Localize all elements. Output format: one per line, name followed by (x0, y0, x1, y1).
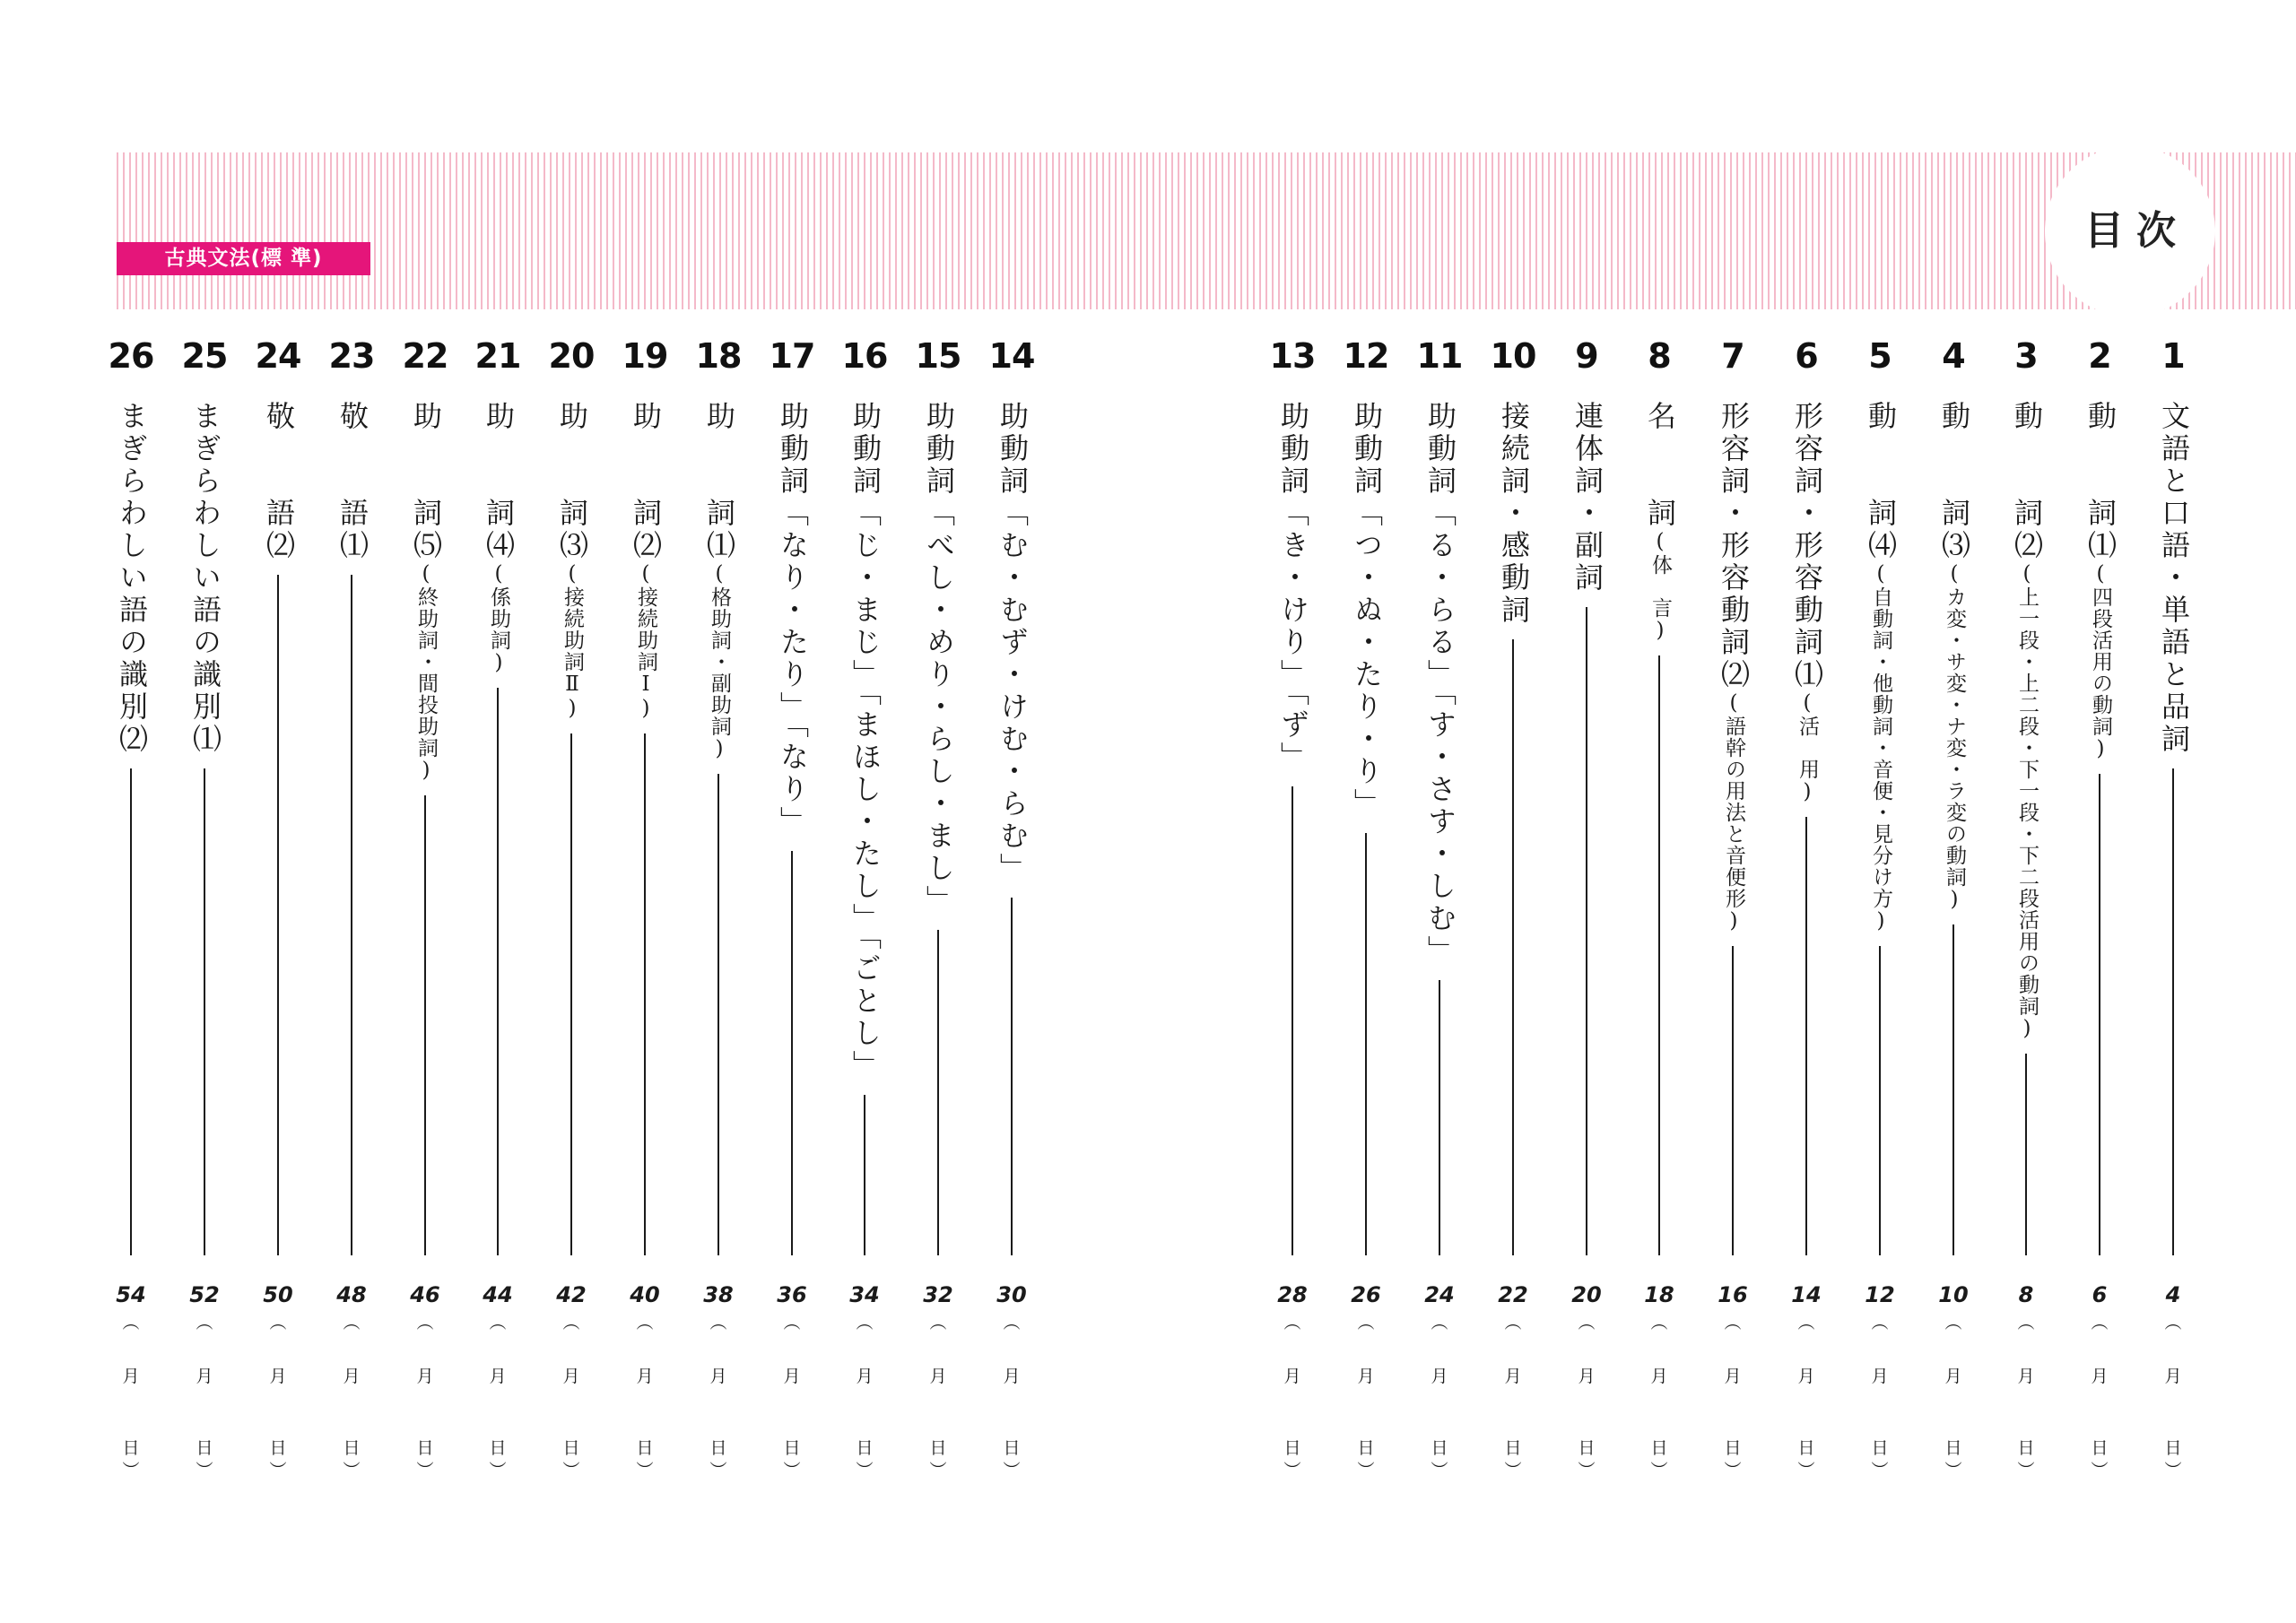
date-month-label: 月 (416, 1367, 434, 1386)
date-day-label: 日 (1504, 1438, 1522, 1458)
entry-number: 5 (1868, 336, 1892, 376)
toc-entry[interactable] (2146, 336, 2200, 1502)
date-paren-close: ︶ (2164, 1461, 2182, 1480)
date-paren-open: ︵ (1578, 1313, 1596, 1332)
toc-entry[interactable] (838, 336, 891, 1502)
page-number: 26 (1351, 1282, 1381, 1307)
date-month-label: 月 (1724, 1367, 1742, 1386)
entry-title: 助 詞⑴ (702, 401, 736, 562)
leader-line (644, 733, 646, 1255)
date-paren-open: ︵ (709, 1313, 727, 1332)
toc-entry[interactable] (1413, 336, 1466, 1502)
entry-title-block (190, 401, 221, 756)
entry-number: 13 (1269, 336, 1316, 376)
page-number: 50 (263, 1282, 293, 1307)
page-number: 10 (1938, 1282, 1969, 1307)
date-month-label: 月 (636, 1367, 654, 1386)
entry-title: 助動詞「る・らる」「す・さす・しむ」 (1423, 401, 1457, 968)
date-month-label: 月 (783, 1367, 801, 1386)
date-month-label: 月 (1650, 1367, 1668, 1386)
entry-subtitle: (接続助詞Ⅱ) (561, 562, 584, 721)
date-month-label: 月 (1871, 1367, 1889, 1386)
entry-title-block (557, 401, 587, 721)
date-paren-close: ︶ (856, 1461, 874, 1480)
date-paren-open: ︵ (489, 1313, 507, 1332)
page-number: 8 (2018, 1282, 2034, 1307)
date-day-label: 日 (1724, 1438, 1742, 1458)
page-number: 28 (1277, 1282, 1308, 1307)
entry-title-block (631, 401, 661, 721)
leader-line (130, 768, 132, 1255)
date-paren-open: ︵ (562, 1313, 580, 1332)
header-striped-band (117, 152, 2296, 309)
date-paren-open: ︵ (2017, 1313, 2035, 1332)
date-day-label: 日 (416, 1438, 434, 1458)
date-paren-close: ︶ (1944, 1461, 1962, 1480)
entry-title: 動 詞⑷ (1864, 401, 1898, 562)
entry-title: 文語と口語・単語と品詞 (2157, 401, 2191, 756)
page-number: 14 (1791, 1282, 1822, 1307)
toc-entry[interactable] (985, 336, 1039, 1502)
entry-subtitle: (接続助詞Ⅰ) (634, 562, 657, 721)
date-day-label: 日 (1357, 1438, 1375, 1458)
entry-title: まぎらわしい語の識別⑴ (188, 401, 222, 756)
leader-line (277, 575, 279, 1255)
toc-entry[interactable] (1999, 336, 2053, 1502)
page-number: 36 (777, 1282, 807, 1307)
page-number: 20 (1571, 1282, 1602, 1307)
leader-line (351, 575, 352, 1255)
page-number: 52 (189, 1282, 220, 1307)
date-paren-open: ︵ (2091, 1313, 2109, 1332)
date-paren-close: ︶ (929, 1461, 947, 1480)
date-paren-close: ︶ (709, 1461, 727, 1480)
page-title: 目次 (2084, 208, 2188, 254)
date-day-label: 日 (562, 1438, 580, 1458)
date-paren-close: ︶ (489, 1461, 507, 1480)
date-month-label: 月 (196, 1367, 213, 1386)
date-paren-open: ︵ (636, 1313, 654, 1332)
entry-title-block (1352, 401, 1382, 820)
entry-title: 助動詞「き・けり」「ず」 (1276, 401, 1310, 774)
entry-number: 11 (1416, 336, 1463, 376)
entry-subtitle: (自動詞・他動詞・音便・見分け方) (1869, 562, 1892, 933)
toc-entry[interactable] (1486, 336, 1540, 1502)
date-month-label: 月 (1283, 1367, 1301, 1386)
page-number: 32 (923, 1282, 953, 1307)
entry-title: 敬 語⑵ (262, 401, 296, 562)
date-month-label: 月 (1504, 1367, 1522, 1386)
entry-number: 26 (108, 336, 154, 376)
leader-line (1586, 607, 1587, 1255)
date-day-label: 日 (1578, 1438, 1596, 1458)
toc-entry[interactable] (251, 336, 305, 1502)
date-paren-open: ︵ (343, 1313, 361, 1332)
date-paren-open: ︵ (929, 1313, 947, 1332)
leader-line (497, 688, 499, 1255)
leader-line (2099, 774, 2100, 1255)
date-paren-open: ︵ (1003, 1313, 1021, 1332)
date-paren-open: ︵ (1944, 1313, 1962, 1332)
date-day-label: 日 (489, 1438, 507, 1458)
page-number: 40 (630, 1282, 660, 1307)
entry-title: 助動詞「なり・たり」「なり」 (776, 401, 810, 838)
date-paren-close: ︶ (1357, 1461, 1375, 1480)
entry-title-block (778, 401, 808, 838)
entry-title-block (1792, 401, 1822, 804)
date-paren-close: ︶ (1003, 1461, 1021, 1480)
toc-entry[interactable] (471, 336, 525, 1502)
toc-entry[interactable] (1853, 336, 1907, 1502)
date-paren-close: ︶ (1797, 1461, 1815, 1480)
date-day-label: 日 (1650, 1438, 1668, 1458)
page-number: 42 (556, 1282, 587, 1307)
entry-number: 8 (1648, 336, 1671, 376)
date-paren-close: ︶ (416, 1461, 434, 1480)
date-paren-close: ︶ (562, 1461, 580, 1480)
date-day-label: 日 (122, 1438, 140, 1458)
date-month-label: 月 (1431, 1367, 1448, 1386)
date-month-label: 月 (709, 1367, 727, 1386)
date-day-label: 日 (196, 1438, 213, 1458)
date-day-label: 日 (1797, 1438, 1815, 1458)
entry-number: 15 (915, 336, 961, 376)
entry-number: 9 (1575, 336, 1598, 376)
toc-entry[interactable] (398, 336, 452, 1502)
leader-line (937, 930, 939, 1255)
page-number: 12 (1865, 1282, 1895, 1307)
entry-subtitle: (活 用) (1796, 691, 1819, 804)
date-month-label: 月 (1578, 1367, 1596, 1386)
entry-number: 22 (402, 336, 448, 376)
leader-line (791, 851, 793, 1255)
entry-subtitle: (四段活用の動詞) (2089, 562, 2112, 761)
toc-entry[interactable] (1779, 336, 1833, 1502)
date-paren-close: ︶ (343, 1461, 361, 1480)
leader-line (204, 768, 205, 1255)
date-paren-open: ︵ (783, 1313, 801, 1332)
entry-subtitle: (終助詞・間投助詞) (414, 562, 438, 783)
entry-title-block (2159, 401, 2189, 756)
page-number: 24 (1424, 1282, 1455, 1307)
entry-title-block (411, 401, 441, 783)
date-day-label: 日 (1944, 1438, 1962, 1458)
date-day-label: 日 (1003, 1438, 1021, 1458)
date-paren-close: ︶ (1724, 1461, 1742, 1480)
entry-title: 助 詞⑶ (555, 401, 589, 562)
page-number: 54 (116, 1282, 146, 1307)
leader-line (1879, 946, 1881, 1255)
entry-title-block (850, 401, 881, 1082)
date-month-label: 月 (343, 1367, 361, 1386)
date-paren-open: ︵ (269, 1313, 287, 1332)
toc-entry[interactable] (104, 336, 158, 1502)
date-paren-open: ︵ (2164, 1313, 2182, 1332)
entry-title: 接続詞・感動詞 (1497, 401, 1531, 627)
page-number: 44 (483, 1282, 513, 1307)
date-paren-open: ︵ (196, 1313, 213, 1332)
entry-title: 助動詞「つ・ぬ・たり・り」 (1350, 401, 1384, 820)
page-number: 16 (1718, 1282, 1748, 1307)
date-month-label: 月 (1944, 1367, 1962, 1386)
toc-entry[interactable] (544, 336, 598, 1502)
date-day-label: 日 (269, 1438, 287, 1458)
entry-title-block (924, 401, 954, 917)
date-paren-close: ︶ (1578, 1461, 1596, 1480)
date-month-label: 月 (1003, 1367, 1021, 1386)
date-month-label: 月 (562, 1367, 580, 1386)
date-paren-open: ︵ (856, 1313, 874, 1332)
entry-title-block (337, 401, 368, 562)
entry-title: 助動詞「じ・まじ」「まほし・たし」「ごとし」 (848, 401, 883, 1082)
entry-title-block (704, 401, 735, 761)
date-paren-open: ︵ (1724, 1313, 1742, 1332)
entry-subtitle: (体 言) (1648, 530, 1672, 643)
entry-title: まぎらわしい語の識別⑵ (115, 401, 149, 756)
date-day-label: 日 (783, 1438, 801, 1458)
entry-title-block (264, 401, 294, 562)
entry-number: 7 (1721, 336, 1744, 376)
page-number: 4 (2165, 1282, 2181, 1307)
entry-number: 18 (695, 336, 742, 376)
date-day-label: 日 (343, 1438, 361, 1458)
entry-number: 19 (622, 336, 668, 376)
toc-entry[interactable] (1632, 336, 1686, 1502)
entry-title: 名 詞 (1643, 401, 1677, 530)
entry-title: 助 詞⑵ (629, 401, 663, 562)
date-paren-close: ︶ (196, 1461, 213, 1480)
leader-line (1658, 655, 1660, 1255)
entry-title: 敬 語⑴ (335, 401, 370, 562)
date-paren-close: ︶ (1283, 1461, 1301, 1480)
date-month-label: 月 (2164, 1367, 2182, 1386)
toc-entry[interactable] (325, 336, 378, 1502)
entry-number: 25 (181, 336, 228, 376)
leader-line (424, 795, 426, 1255)
date-paren-close: ︶ (636, 1461, 654, 1480)
date-day-label: 日 (929, 1438, 947, 1458)
leader-line (1512, 639, 1514, 1255)
toc-entry[interactable] (911, 336, 965, 1502)
page-number: 18 (1644, 1282, 1674, 1307)
entry-title: 形容詞・形容動詞⑵ (1717, 401, 1751, 691)
leader-line (1439, 980, 1440, 1255)
entry-title: 動 詞⑶ (1937, 401, 1971, 562)
entry-subtitle: (カ変・サ変・ナ変・ラ変の動詞) (1943, 562, 1966, 912)
date-day-label: 日 (1871, 1438, 1889, 1458)
date-paren-close: ︶ (1504, 1461, 1522, 1480)
toc-entry[interactable] (1265, 336, 1319, 1502)
date-paren-open: ︵ (1504, 1313, 1522, 1332)
leader-line (1732, 946, 1734, 1255)
date-day-label: 日 (2164, 1438, 2182, 1458)
entry-number: 16 (841, 336, 888, 376)
leader-line (718, 774, 719, 1255)
entry-title-block (483, 401, 514, 675)
entry-number: 14 (988, 336, 1035, 376)
date-month-label: 月 (929, 1367, 947, 1386)
page-number: 6 (2092, 1282, 2108, 1307)
entry-title: 助 詞⑸ (409, 401, 443, 562)
entry-number: 6 (1795, 336, 1818, 376)
toc-entry[interactable] (618, 336, 672, 1502)
toc-entry[interactable] (2073, 336, 2126, 1502)
entry-number: 4 (1942, 336, 1965, 376)
date-paren-close: ︶ (2091, 1461, 2109, 1480)
subject-label: 古典文法(標 準) (117, 242, 370, 275)
entry-title-block (1278, 401, 1309, 774)
leader-line (570, 733, 572, 1255)
entry-title-block (1939, 401, 1970, 912)
toc-entry[interactable] (1926, 336, 1980, 1502)
entry-title: 助動詞「べし・めり・らし・まし」 (922, 401, 956, 917)
toc-entry[interactable] (1339, 336, 1393, 1502)
date-paren-close: ︶ (783, 1461, 801, 1480)
entry-number: 24 (255, 336, 301, 376)
entry-number: 23 (328, 336, 375, 376)
date-paren-close: ︶ (1650, 1461, 1668, 1480)
date-paren-close: ︶ (122, 1461, 140, 1480)
entry-number: 3 (2014, 336, 2038, 376)
date-paren-close: ︶ (2017, 1461, 2035, 1480)
date-paren-open: ︵ (1650, 1313, 1668, 1332)
entry-subtitle: (上一段・上二段・下一段・下二段活用の動詞) (2015, 562, 2039, 1041)
entry-title-block (1866, 401, 1896, 933)
date-paren-open: ︵ (1431, 1313, 1448, 1332)
date-paren-open: ︵ (416, 1313, 434, 1332)
entry-title: 動 詞⑵ (2010, 401, 2044, 562)
page-number: 30 (996, 1282, 1027, 1307)
leader-line (1952, 924, 1954, 1255)
entry-title-block (997, 401, 1028, 885)
date-paren-close: ︶ (1871, 1461, 1889, 1480)
leader-line (1805, 817, 1807, 1255)
date-day-label: 日 (1283, 1438, 1301, 1458)
entry-title: 連体詞・副詞 (1570, 401, 1605, 595)
entry-number: 12 (1343, 336, 1389, 376)
leader-line (1292, 786, 1293, 1255)
toc-entry[interactable] (765, 336, 819, 1502)
entry-title: 動 詞⑴ (2083, 401, 2118, 562)
entry-number: 2 (2088, 336, 2111, 376)
date-month-label: 月 (2091, 1367, 2109, 1386)
date-day-label: 日 (2017, 1438, 2035, 1458)
date-month-label: 月 (1357, 1367, 1375, 1386)
date-month-label: 月 (489, 1367, 507, 1386)
page-number: 38 (703, 1282, 734, 1307)
entry-title-block (2085, 401, 2116, 761)
toc-entry[interactable] (1560, 336, 1613, 1502)
date-day-label: 日 (709, 1438, 727, 1458)
date-month-label: 月 (269, 1367, 287, 1386)
date-paren-open: ︵ (1871, 1313, 1889, 1332)
page-number: 34 (849, 1282, 880, 1307)
entry-title-block (1572, 401, 1603, 595)
entry-title: 形容詞・形容動詞⑴ (1790, 401, 1824, 691)
entry-number: 1 (2161, 336, 2185, 376)
entry-title-block (117, 401, 147, 756)
date-month-label: 月 (122, 1367, 140, 1386)
entry-title-block (1425, 401, 1456, 968)
leader-line (1011, 898, 1013, 1255)
leader-line (2025, 1054, 2027, 1255)
date-paren-open: ︵ (1357, 1313, 1375, 1332)
date-day-label: 日 (1431, 1438, 1448, 1458)
toc-entry[interactable] (1706, 336, 1760, 1502)
entry-title-block (1718, 401, 1749, 933)
date-month-label: 月 (1797, 1367, 1815, 1386)
entry-title: 助 詞⑷ (482, 401, 516, 562)
entry-number: 20 (548, 336, 595, 376)
entry-number: 21 (474, 336, 521, 376)
date-month-label: 月 (2017, 1367, 2035, 1386)
date-paren-open: ︵ (122, 1313, 140, 1332)
entry-title-block (1499, 401, 1529, 627)
leader-line (2172, 768, 2174, 1255)
page-number: 46 (410, 1282, 440, 1307)
date-paren-close: ︶ (1431, 1461, 1448, 1480)
date-day-label: 日 (856, 1438, 874, 1458)
entry-number: 10 (1490, 336, 1536, 376)
date-day-label: 日 (2091, 1438, 2109, 1458)
entry-title-block (1645, 401, 1675, 643)
entry-subtitle: (格助詞・副助詞) (708, 562, 731, 761)
date-day-label: 日 (636, 1438, 654, 1458)
entry-subtitle: (係助詞) (487, 562, 510, 675)
leader-line (1365, 833, 1367, 1255)
entry-title-block (2012, 401, 2042, 1041)
date-paren-open: ︵ (1797, 1313, 1815, 1332)
entry-title: 助動詞「む・むず・けむ・らむ」 (996, 401, 1030, 885)
toc-entry[interactable] (178, 336, 231, 1502)
page-number: 22 (1498, 1282, 1528, 1307)
page-number: 48 (336, 1282, 367, 1307)
entry-subtitle: (語幹の用法と音便形) (1722, 691, 1745, 933)
entry-number: 17 (769, 336, 815, 376)
toc-entry[interactable] (691, 336, 745, 1502)
date-paren-open: ︵ (1283, 1313, 1301, 1332)
leader-line (864, 1095, 865, 1255)
date-month-label: 月 (856, 1367, 874, 1386)
date-paren-close: ︶ (269, 1461, 287, 1480)
